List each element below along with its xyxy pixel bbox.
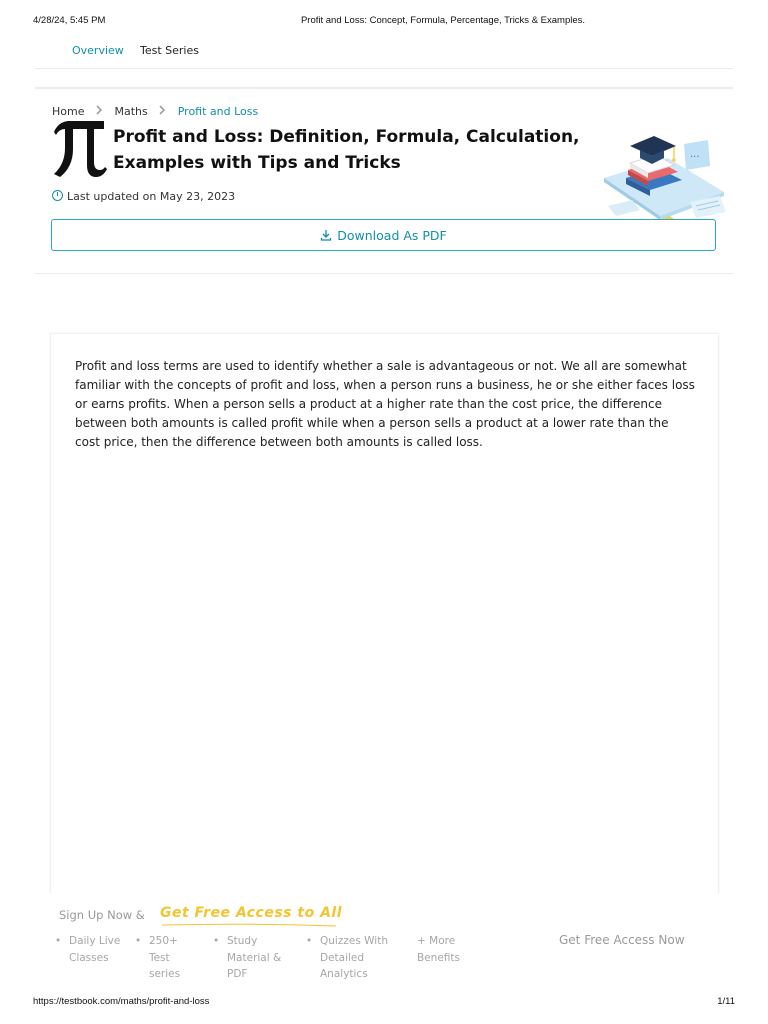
divider bbox=[35, 87, 733, 89]
page-title: Profit and Loss: Definition, Formula, Calculation, Examples with Tips and Tricks bbox=[113, 127, 580, 173]
download-icon bbox=[320, 229, 332, 241]
benefit-daily-live-classes: Daily Live Classes bbox=[69, 935, 121, 964]
last-updated-text: Last updated on May 23, 2023 bbox=[67, 190, 236, 203]
tab-overview[interactable]: Overview bbox=[72, 44, 124, 57]
benefit-item: • Quizzes With Detailed Analytics bbox=[306, 935, 388, 980]
benefit-more bbox=[417, 933, 467, 966]
clock-icon bbox=[52, 190, 63, 201]
breadcrumb-current[interactable]: Profit and Loss bbox=[177, 104, 259, 118]
breadcrumb-maths[interactable]: Maths bbox=[114, 104, 148, 118]
benefit-test-series: 250+ Test series bbox=[149, 935, 181, 980]
print-footer bbox=[0, 996, 768, 1010]
signup-promo bbox=[36, 893, 732, 989]
print-datetime: 4/28/24, 5:45 PM bbox=[33, 15, 106, 26]
benefit-item: • 250+ Test series bbox=[135, 935, 181, 980]
benefit-item: • Daily Live Classes bbox=[55, 935, 121, 964]
breadcrumb-home[interactable]: Home bbox=[52, 104, 85, 118]
print-url: https://testbook.com/maths/profit-and-loss bbox=[33, 996, 210, 1007]
benefit-item: • Study Material & PDF bbox=[213, 935, 282, 980]
download-pdf-label: Download As PDF bbox=[337, 227, 447, 243]
svg-text:···: ··· bbox=[690, 152, 700, 163]
chevron-right-icon bbox=[159, 105, 166, 118]
download-pdf-button[interactable] bbox=[51, 219, 716, 251]
benefit-study-material: Study Material & PDF bbox=[227, 935, 282, 980]
divider bbox=[35, 68, 733, 69]
last-updated bbox=[52, 190, 235, 203]
divider bbox=[35, 273, 733, 274]
free-access-underline bbox=[162, 923, 336, 927]
tab-test-series[interactable]: Test Series bbox=[140, 44, 199, 57]
benefit-more-label: + More Benefits bbox=[417, 935, 460, 964]
signup-text: Sign Up Now & bbox=[59, 908, 145, 922]
benefit-quizzes: Quizzes With Detailed Analytics bbox=[320, 935, 388, 980]
intro-paragraph: Profit and loss terms are used to identify whether a sale is advantageous or not. We all are somewhat familiar with the concepts of profit and loss, when a person runs a business, he or she either faces loss or earns profits. When a person sells a product at a higher rate than the cost price, the difference between both amounts is called profit while when a person sells a product at a lower rate than the cost price, then the difference between both amounts is called loss. bbox=[75, 359, 695, 449]
get-free-access-button[interactable]: Get Free Access Now bbox=[559, 933, 685, 947]
print-doc-title: Profit and Loss: Concept, Formula, Percentage, Tricks & Examples. bbox=[300, 15, 586, 26]
print-page-number: 1/11 bbox=[717, 996, 735, 1007]
pi-symbol-icon bbox=[50, 104, 110, 184]
free-access-text: Get Free Access to All bbox=[160, 905, 343, 921]
print-header bbox=[0, 15, 768, 29]
